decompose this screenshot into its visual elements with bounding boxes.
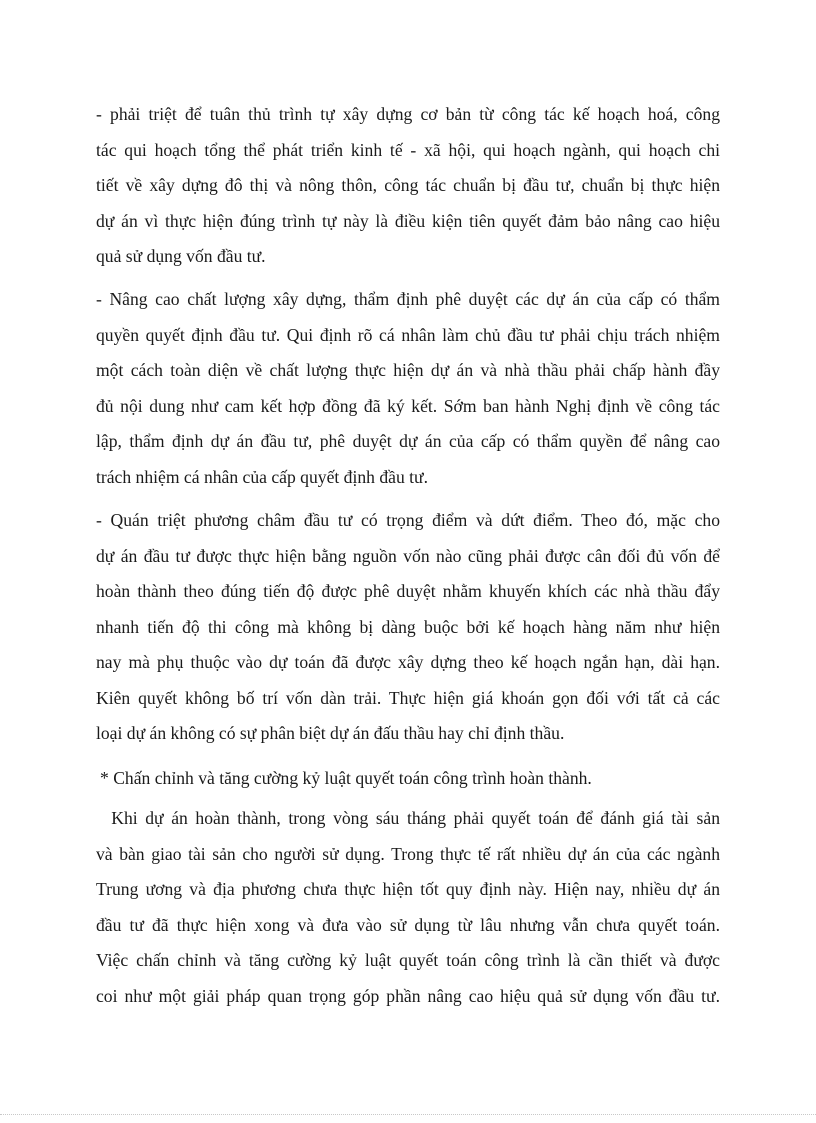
text-line: quyền quyết định đầu tư. Qui định rõ cá nhân làm chủ đầu tư phải chịu trách nhiệm	[96, 324, 720, 345]
text-line: một cách toàn diện về chất lượng thực hiện dự án và nhà thầu phải chấp hành đầy	[96, 360, 720, 380]
text-line: nay mà phụ thuộc vào dự toán đã được xây dựng theo kế hoạch ngắn hạn, dài hạn.	[96, 652, 720, 672]
text-line: tác qui hoạch tổng thể phát triển kinh tế - xã hội, qui hoạch ngành, qui hoạch chi	[96, 139, 720, 160]
paragraph-5	[96, 801, 720, 1014]
text-line: coi như một giải pháp quan trọng góp phần nâng cao hiệu quả sử dụng vốn đầu tư.	[96, 985, 720, 1006]
text-line: dự án vì thực hiện đúng trình tự này là điều kiện tiên quyết đảm bảo nâng cao hiệu	[96, 210, 720, 231]
text-line: - Nâng cao chất lượng xây dựng, thẩm định phê duyệt các dự án của cấp có thẩm	[96, 289, 720, 309]
text-line: lập, thẩm định dự án đầu tư, phê duyệt dự án của cấp có thẩm quyền để nâng cao	[96, 431, 720, 451]
text-line: hoàn thành theo đúng tiến độ được phê duyệt nhằm khuyến khích các nhà thầu đẩy	[96, 581, 720, 601]
text-line: và bàn giao tài sản cho người sử dụng. Trong thực tế rất nhiều dự án của các ngành	[96, 843, 720, 864]
text-line: Việc chấn chỉnh và tăng cường kỷ luật quyết toán công trình là cần thiết và được	[96, 950, 720, 970]
paragraph-1	[96, 97, 720, 275]
text-line: Kiên quyết không bố trí vốn dàn trải. Thực hiện giá khoán gọn đối với tất cả các	[96, 687, 720, 708]
heading-line: * Chấn chỉnh và tăng cường kỷ luật quyết toán công trình hoàn thành.	[100, 768, 592, 788]
section-heading	[100, 761, 724, 797]
text-line: nhanh tiến độ thi công mà không bị dàng buộc bởi kế hoạch hàng năm như hiện	[96, 616, 720, 637]
text-line: tiết về xây dựng đô thị và nông thôn, công tác chuẩn bị đầu tư, chuẩn bị thực hiện	[96, 175, 720, 195]
text-line: loại dự án không có sự phân biệt dự án đấu thầu hay chỉ định thầu.	[96, 723, 565, 743]
text-line: - Quán triệt phương châm đầu tư có trọng điểm và dứt điểm. Theo đó, mặc cho	[96, 510, 720, 530]
paragraph-2	[96, 282, 720, 495]
text-line: dự án đầu tư được thực hiện bằng nguồn vốn nào cũng phải được cân đối đủ vốn để	[96, 545, 720, 566]
text-line: đủ nội dung như cam kết hợp đồng đã ký kết. Sớm ban hành Nghị định về công tác	[96, 395, 720, 416]
text-line: Trung ương và địa phương chưa thực hiện tốt quy định này. Hiện nay, nhiều dự án	[96, 879, 720, 899]
text-line: đầu tư đã thực hiện xong và đưa vào sử dụng từ lâu nhưng vẫn chưa quyết toán.	[96, 914, 720, 935]
text-line: Khi dự án hoàn thành, trong vòng sáu tháng phải quyết toán để đánh giá tài sản	[96, 808, 720, 828]
page-bottom-divider	[0, 1114, 816, 1115]
text-line: trách nhiệm cá nhân của cấp quyết định đầu tư.	[96, 466, 428, 487]
paragraph-3	[96, 503, 720, 752]
text-line: quả sử dụng vốn đầu tư.	[96, 246, 266, 266]
text-line: - phải triệt để tuân thủ trình tự xây dựng cơ bản từ công tác kế hoạch hoá, công	[96, 104, 720, 124]
